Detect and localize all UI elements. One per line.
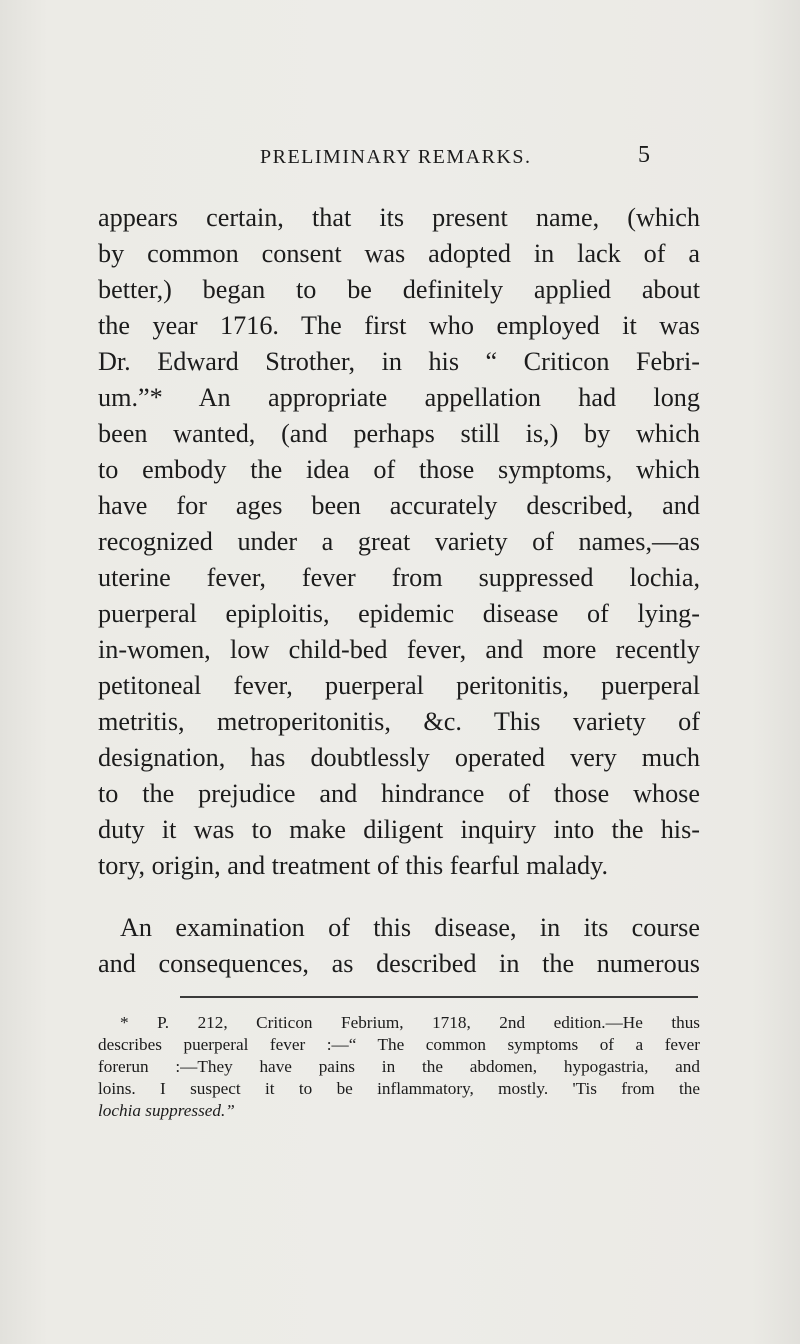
text-line: An examination of this disease, in its course	[120, 913, 700, 942]
text-line: the year 1716. The first who employed it was	[98, 311, 700, 340]
text-line: duty it was to make diligent inquiry into the his-	[98, 815, 700, 844]
text-line: recognized under a great variety of names,—as	[98, 527, 700, 556]
text-line: uterine fever, fever from suppressed lochia,	[98, 563, 700, 592]
text-line: been wanted, (and perhaps still is,) by which	[98, 419, 700, 448]
page-number: 5	[638, 142, 650, 168]
text-line: designation, has doubtlessly operated very much	[98, 743, 700, 772]
text-line: better,) began to be definitely applied about	[98, 275, 700, 304]
text-line: tory, origin, and treatment of this fearful malady.	[98, 851, 609, 880]
text-line: to embody the idea of those symptoms, which	[98, 455, 700, 484]
text-line: Dr. Edward Strother, in his “ Criticon Febri-	[98, 347, 700, 376]
text-line: appears certain, that its present name, (which	[98, 203, 700, 232]
body-text	[98, 200, 700, 982]
text-line: to the prejudice and hindrance of those whose	[98, 779, 700, 808]
footnote-line: * P. 212, Criticon Febrium, 1718, 2nd edition.—He thus	[120, 1013, 700, 1032]
text-line: by common consent was adopted in lack of a	[98, 239, 700, 268]
paragraph-2	[98, 910, 700, 982]
running-head	[260, 142, 660, 176]
footnote-line: forerun :—They have pains in the abdomen, hypogastria, and	[98, 1057, 700, 1076]
text-line: have for ages been accurately described, and	[98, 491, 700, 520]
footnote-rule	[180, 996, 698, 998]
footnote-line: describes puerperal fever :—“ The common symptoms of a fever	[98, 1035, 700, 1054]
text-line: petitoneal fever, puerperal peritonitis, puerperal	[98, 671, 700, 700]
footnote-line: loins. I suspect it to be inflammatory, mostly. 'Tis from the	[98, 1079, 700, 1098]
paragraph-gap	[98, 884, 700, 910]
footnote	[98, 1012, 700, 1122]
running-title: PRELIMINARY REMARKS.	[260, 146, 532, 168]
text-line: in-women, low child-bed fever, and more recently	[98, 635, 700, 664]
text-line: metritis, metroperitonitis, &c. This variety of	[98, 707, 700, 736]
footnote-line: lochia suppressed.”	[98, 1101, 235, 1120]
text-line: puerperal epiploitis, epidemic disease of lying-	[98, 599, 700, 628]
text-line: um.”* An appropriate appellation had long	[98, 383, 700, 412]
paragraph-1	[98, 200, 700, 884]
text-line: and consequences, as described in the numerous	[98, 949, 700, 978]
